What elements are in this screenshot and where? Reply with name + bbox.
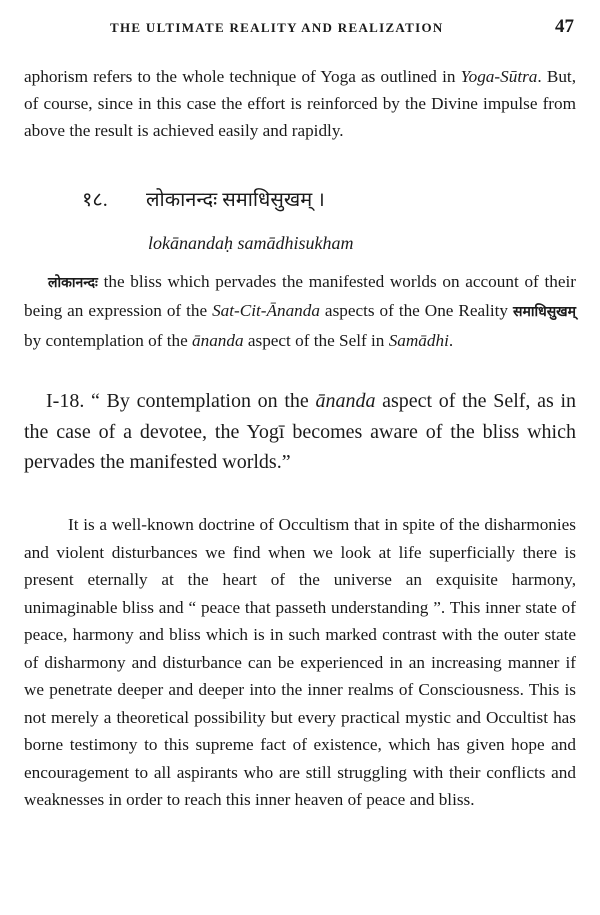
translation-italic: ānanda (315, 390, 376, 412)
intro-title-italic: Yoga-Sūtra (460, 67, 538, 86)
glossary-gloss-1-italic: Sat-Cit-Ānanda (212, 301, 320, 321)
glossary-gloss-2: by contemplation of the (24, 330, 193, 350)
intro-paragraph (24, 63, 576, 145)
intro-text: aphorism refers to the whole technique of Yoga as outlined in (24, 67, 461, 86)
sutra-devanagari: लोकानन्दः समाधिसुखम् । (146, 189, 325, 211)
glossary-gloss-2-end: . (448, 330, 454, 350)
sutra-transliteration: lokānandaḥ samādhisukham (148, 233, 354, 253)
word-glossary (24, 268, 576, 354)
sutra-translation (24, 386, 576, 478)
page-number: 47 (555, 16, 574, 37)
glossary-gloss-2-italic-2: Samādhi (388, 330, 449, 350)
commentary-text: It is a well-known doctrine of Occultism that in spite of the disharmonies and violent disturbances we find when we look at life superficially there is present eternally at the heart of the universe an exquisite harmony, unimaginable bliss and “ peace that passeth understanding ”. This inner state of peace, harmony and bliss which is in such marked contrast with the outer state of disharmony and disturbance can be experienced in an increasing manner if we penetrate deeper and deeper into the inner realms of Consciousness. This is not merely a theoretical possibility but every practical mystic and Occultist has borne testimony to this supreme fact of existence, which has given hope and encouragement to all aspirants who are still struggling with their conflicts and weaknesses in order to reach this inner heaven of peace and bliss. (24, 515, 576, 809)
glossary-term-1: लोकानन्दः (48, 275, 98, 291)
sutra-devanagari-line (82, 185, 325, 212)
translation-text-continued: aspect of the Self, as in the case of a devotee, the Yogī becomes aware of the bliss which pervades the manifested worlds.” (24, 390, 576, 473)
translation-text: “ By contemplation on the (84, 390, 316, 412)
glossary-term-2: समाधिसुखम् (513, 304, 576, 321)
running-head-title: THE ULTIMATE REALITY AND REALIZATION (110, 20, 444, 35)
glossary-gloss-2-continued: aspect of the Self in (243, 330, 389, 350)
glossary-gloss-1: the bliss which pervades the manifested worlds on account of their being an expression of the (24, 272, 576, 321)
sutra-number: १८. (82, 189, 108, 211)
glossary-gloss-2-italic-1: ānanda (192, 330, 244, 350)
translation-label: I-18. (46, 390, 85, 412)
glossary-gloss-1-continued: aspects of the One Reality (319, 301, 513, 321)
intro-text-continued: . But, of course, since in this case the effort is reinforced by the Divine impulse from above the result is achieved easily and rapidly. (24, 67, 576, 141)
commentary-paragraph (24, 511, 576, 814)
